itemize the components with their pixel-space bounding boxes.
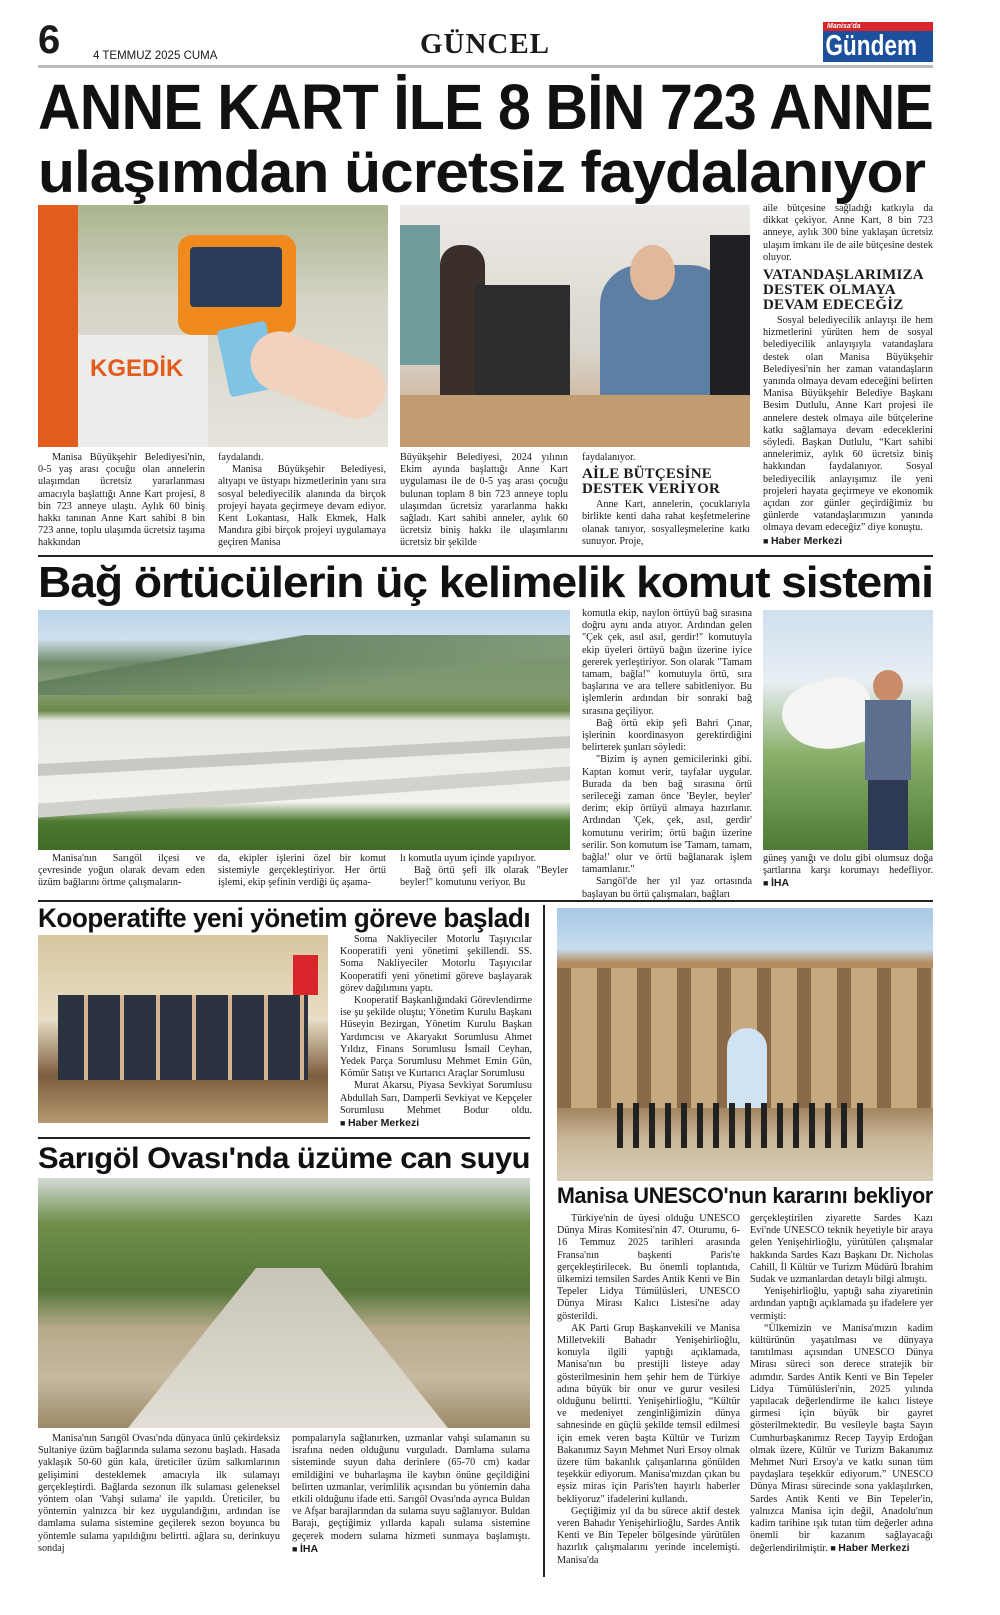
article2-col5: güneş yanığı ve dolu gibi olumsuz doğa şartlarına karşı korumayı hedefliyor. ■ İHA xyxy=(763,853,933,893)
photo-office xyxy=(400,205,750,447)
article3-text: Soma Nakliyeciler Motorlu Taşıyıcılar Kooperatifi yeni yönetimi şekillendi. SS. Soma Nakliyeciler Motorlu Taşıyıcılar Kooperatifi yeni yönetimi göreve başlayarak görev dağılımını yaptı. Kooperatif Başkanlığındaki Görevlendirme ise şu şekilde oluştu; Yönetim Kurulu Başkanı Hüseyin Bezirgan, Yönetim Kurulu Başkan Yardımcısı ve Akaryakıt Sorumlusu Ahmet Yıldız, Finans Sorumlusu İsmail Ceyhan, Yedek Parça Sorumlusu Mehmet Emin Gün, Kömür Satışı ve Kurtarıcı Araçlar Sorumlusu Murat Akarsu, Piyasa Sevkiyat Sorumlusu Abdullah Sarı, Damperli Sevkiyat ve Kepçeler Sorumlusu Mehmet Bodur oldu. ■ Haber Merkezi xyxy=(340,934,532,1132)
subhead-aile: AİLE BÜTÇESİNE DESTEK VERİYOR xyxy=(582,466,720,498)
byline: ■ İHA xyxy=(763,877,789,889)
headline: Bağ örtücülerin üç kelimelik komut sistemi xyxy=(38,558,933,607)
headline: Kooperatifte yeni yönetim göreve başladı xyxy=(38,903,531,933)
logo-main-text: Gündem xyxy=(825,30,918,62)
vertical-divider xyxy=(543,905,545,1577)
photo-sardes-ruins xyxy=(557,908,933,1181)
article2-col3: lı komutla uyum içinde yapılıyor. Bağ örtü şefi ilk olarak "Beyler beyler!" komutunu veriyor. Bu xyxy=(400,853,568,889)
article2-col2: da, ekipler işlerini özel bir komut sistemiyle gerçekleştiriyor. Her örtü işlemi, ekip şefinin verdiği üç aşama- xyxy=(218,853,386,889)
divider xyxy=(38,1137,530,1139)
day-text: CUMA xyxy=(183,50,218,62)
photo-irrigation xyxy=(38,1178,530,1428)
article1-col2: faydalandı. Manisa Büyükşehir Belediyesi, altyapı ve üstyapı hizmetlerinin yanı sıra sosyal belediyecilik alanında da birçok projeyi hayata geçirmeye devam ediyor. Kent Lokantası, Halk Ekmek, Halk Mandıra gibi birçok projeyi uygulamaya geçiren Manisa xyxy=(218,452,386,549)
divider xyxy=(38,900,933,902)
logo-top-text: Manisa'da xyxy=(823,22,933,31)
article1-col3: Büyükşehir Belediyesi, 2024 yılının Ekim ayında başlattığı Anne Kart uygulaması ile de 0-5 yaş arası çocuğu bulunan toplam 8 bin 723 anneye toplu ulaşımdan ücretsiz yararlanma hakkı sağladı. Kart sahibi anneler, aylık 60 ücretsiz biniş hakkı ile ulaşımlarını ücretsiz bir şekilde xyxy=(400,452,568,549)
bus-sign-text: KGEDİK xyxy=(90,355,184,382)
headline-line2: ulaşımdan ücretsiz faydalanıyor xyxy=(38,140,925,205)
article4-col2: pompalarıyla sağlanırken, uzmanlar vahşi sulamanın su israfına neden olduğunu vurguladı. Damlama sulama sisteminde suyun daha derinlere (65-70 cm) kadar emildiğini ve buharlaşma ile kaybın önüne geçildiğini belirten uzmanlar, verimlilik açısından bu yöntemin daha etkili olduğunu ifade etti. Sarıgöl Ovası'nda ayrıca Buldan ve Afşar barajlarından da sulama suyu sağlanıyor. Buldan Barajı, geçtiğimiz yıllarda kapalı sulama sistemine geçerek modern sulama hizmeti sunmaya başlamıştı. ■ İHA xyxy=(292,1433,530,1579)
date-text: 4 TEMMUZ 2025 xyxy=(93,50,181,62)
section-title: GÜNCEL xyxy=(419,28,551,60)
photo-vineyard xyxy=(38,610,570,850)
byline: ■ Haber Merkezi xyxy=(340,1117,419,1129)
byline: ■ Haber Merkezi xyxy=(830,1542,909,1554)
article2-col1: Manisa'nın Sarıgöl ilçesi ve çevresinde yoğun olarak devam eden üzüm bağlarını örtme çalışmaların- xyxy=(38,853,205,889)
article1-col4: faydalanıyor. AİLE BÜTÇESİNE DESTEK VERİYOR Anne Kart, annelerin, çocuklarıyla birlikte kenti daha rahat keşfetmelerine olanak tanıyor, sosyalleşmelerine katkı sunuyor. Proje, xyxy=(582,452,750,547)
photo-cooperative xyxy=(38,935,328,1123)
subhead-vatandas: VATANDAŞLARIMIZA DESTEK OLMAYA DEVAM EDECEĞİZ xyxy=(763,267,923,314)
byline: ■ Haber Merkezi xyxy=(763,535,842,547)
headline: Sarıgöl Ovası'nda üzüme can suyu xyxy=(38,1142,530,1175)
photo-card-reader xyxy=(38,205,388,447)
article2-col4: komutla ekip, naylon örtüyü bağ sırasına doğru aynı anda atıyor. Ardından gelen "Çek çek, asıl asıl, gerdir!" komutuyla ekip üyeleri örtüyü bağın üzerine iyice gererek yerleştiriyor. Son olarak "Tamam tamam, bağla!" komutuyla örtü, sıra başlarına ve ara tellere sabitleniyor. Bu işlemlerin ardından bir sonraki bağ sırasına geçiliyor. Bağ örtü ekip şefi Bahri Çınar, işlerinin koordinasyon gerektirdiğini belirterek şunları söyledi: "Bizim iş aynen gemicilerinki gibi. Kaptan komut verir, tayfalar uygular. Burada da ben bağ sırasına örtü serileceği zaman önce 'Beyler, beyler' derim; ekip örtüyü almaya hazırlanır. Ardından 'Çek, çek, asıl, gerdir' komutunu veririm; örtü bağın üzerine serilir. Son komutum ise 'Tamam, tamam, bağla!' olur ve örtü bağlanarak işlem tamamlanır." Sarıgöl'de her yıl yaz ortasında başlayan bu örtü çalışmaları, bağları xyxy=(582,608,752,900)
byline: ■ İHA xyxy=(292,1543,318,1555)
headline: ANNE KART İLE 8 BİN 723 ANNE xyxy=(38,71,933,143)
header-rule xyxy=(38,65,933,68)
article5-col1: Türkiye'nin de üyesi olduğu UNESCO Dünya Miras Komitesi'nin 47. Oturumu, 6-16 Temmuz 2025 tarihleri arasında Fransa'nın başkenti Paris'te gerçekleştirilecek. Bu önemli toplantıda, ülkemizi temsilen Sardes Antik Kenti ve Bin Tepeler Lidya Tümülüsleri, UNESCO Dünya Mirası Kalıcı Listesi'ne aday gösterildi. AK Parti Grup Başkanvekili ve Manisa Milletvekili Bahadır Yenişehirlioğlu, konuyla ilgili yaptığı açıklamada, Manisa'nın bu prestijli listeye aday gösterilmesinin hem şehir hem de Türkiye adına büyük bir onur ve gurur vesilesi olduğunu belirtti. Yenişehirlioğlu, “Kültür ve medeniyet zenginliğimizin dünya sahnesinde en güçlü şekilde temsil edilmesi için emek veren başta Kültür ve Turizm Bakanımız Sayın Mehmet Nuri Ersoy olmak üzere tüm bakanlık çalışanlarına gönülden teşekkür ediyorum. Manisa'mızdan çıkan bu eşsiz miras için Paris'ten hayırlı haberler bekliyoruz" ifadelerini kullandı. Geçtiğimiz yıl da bu sürece aktif destek veren Bahadır Yenişehirlioğlu, Sardes Antik Kenti ve Bin Tepeler bölgesinde yürütülen hazırlık çalışmalarını yerinde incelemişti. Manisa'da xyxy=(557,1213,740,1566)
newspaper-logo[interactable] xyxy=(823,22,933,62)
page-number: 6 xyxy=(38,18,61,62)
article1-col1: Manisa Büyükşehir Belediyesi'nin, 0-5 yaş arası çocuğu olan annelerin ulaşımdan ücretsiz yararlanması amacıyla başlattığı Anne Kart projesi, 8 bin 723 anneye ulaştı. Aylık 60 biniş hakkı tanınan Anne Kart sahibi 8 bin 723 anne, toplu ulaşımda ücretsiz taşıma hakkından xyxy=(38,452,205,549)
photo-worker xyxy=(763,610,933,850)
article4-col1: Manisa'nın Sarıgöl Ovası'nda dünyaca ünlü çekirdeksiz Sultaniye üzüm bağlarında sulama sezonu başladı. Hasada yaklaşık 50-60 gün kala, üreticiler üzüm salkımlarının gelişimini desteklemek amacıyla ilk sulamayı gerçekleştirdi. Bağlarda sezonun ilk sulaması geleneksel yöntem olan 'Vahşi sulama' ile yapıldı. Üreticiler, bu yöntemin yalnızca bir kez uygulandığını, ardından ise damlama sulama sistemine geçilerek sezon boyunca bu yöntemle sulama yapıldığını belirtti. ağlara su, derinkuyu sondaj xyxy=(38,1433,280,1554)
article1-col5: aile bütçesine sağladığı katkıyla da dikkat çekiyor. Anne Kart, 8 bin 723 anneye, aylık 300 bine yaklaşan ücretsiz ulaşım imkanı ile de aile bütçesine destek oluyor. VATANDAŞLARIMIZA DESTEK OLMAYA DEVAM EDECEĞİZ Sosyal belediyecilik anlayışı ile hem hizmetlerini yürüten hem de sosyal belediyecilik anlayışıyla vatandaşlara destek olan Manisa Büyükşehir Belediyesi'nin her zaman vatandaşların yanında olmaya devam edeceğini belirten Manisa Büyükşehir Belediye Başkanı Besim Dutlulu, Anne Kart projesi ile annelere destek olmaya aile bütçelerine katkı sağlamaya devam edeceklerini söyledi. Başkan Dutlulu, “Kart sahibi annelerimiz, aylık 60 ücretsiz biniş hakkından faydalanıyor. Sosyal belediyecilik anlayışımız ile yeni projeleri hayata geçirmeye ve ekonomik açıdan zor günler geçirdiğimiz bu günlerde vatandaşlarımızın yanında olmaya devam edeceğiz” diye konuştu. ■ Haber Merkezi xyxy=(763,203,933,551)
headline: Manisa UNESCO'nun kararını bekliyor xyxy=(557,1183,933,1208)
article5-col2: gerçekleştirilen ziyarette Sardes Kazı Evi'nde UNESCO teknik heyetiyle bir araya gelen Yenişehirlioğlu, yürütülen çalışmalar hakkında Sardes Kazı Başkanı Dr. Nicholas Cahill, İl Kültür ve Turizm Müdürü İbrahim Sudak ve uzmanlardan detaylı bilgi almıştı. Yenişehirlioğlu, yaptığı saha ziyaretinin ardından yaptığı açıklamada şu ifadelere yer vermişti: “Ülkemizin ve Manisa'mızın kadim kültürünün yaşatılması ve dünyaya tanıtılması açısından UNESCO Dünya Mirası süreci son derece stratejik bir adımdır. Sardes Antik Kenti ve Bin Tepeler Lidya Tümülüsleri'nin, 2025 yılında yapılacak değerlendirme ile kalıcı listeye girmesi için büyük bir gayret gösterilmektedir. Bu vesileyle başta Sayın Cumhurbaşkanımız Recep Tayyip Erdoğan olmak üzere, Kültür ve Turizm Bakanımız Mehmet Nuri Ersoy'a ve katkı sunan tüm paydaşlara teşekkür ediyorum.” UNESCO Dünya Mirası sürecinde sona yaklaşılırken, Sardes Antik Kenti ve Bin Tepeler'in, yalnızca Manisa için değil, Anadolu'nun kadim tarihine ışık tutan tüm değerler adına önemli bir kazanım sağlayacağı değerlendirilmiştir. ■ Haber Merkezi xyxy=(750,1213,933,1579)
divider xyxy=(38,555,933,557)
